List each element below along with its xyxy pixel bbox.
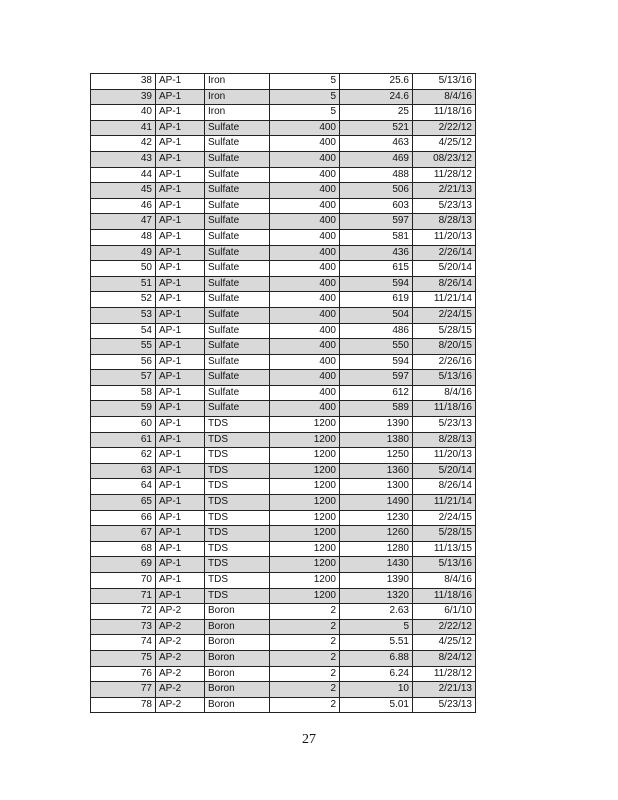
date-cell: 2/21/13 bbox=[413, 183, 476, 199]
result-cell: 1390 bbox=[340, 573, 413, 589]
parameter-cell: Iron bbox=[205, 105, 270, 121]
table-row bbox=[91, 183, 476, 199]
parameter-cell: TDS bbox=[205, 495, 270, 511]
row-number-cell: 45 bbox=[91, 183, 156, 199]
limit-cell: 2 bbox=[270, 604, 340, 620]
limit-cell: 2 bbox=[270, 697, 340, 713]
parameter-cell: TDS bbox=[205, 448, 270, 464]
row-number-cell: 54 bbox=[91, 323, 156, 339]
date-cell: 5/28/15 bbox=[413, 323, 476, 339]
table-row bbox=[91, 120, 476, 136]
parameter-cell: Iron bbox=[205, 74, 270, 90]
table-row bbox=[91, 292, 476, 308]
well-id-cell: AP-1 bbox=[156, 448, 205, 464]
well-id-cell: AP-1 bbox=[156, 323, 205, 339]
limit-cell: 400 bbox=[270, 292, 340, 308]
parameter-cell: Sulfate bbox=[205, 214, 270, 230]
date-cell: 6/1/10 bbox=[413, 604, 476, 620]
parameter-cell: Boron bbox=[205, 697, 270, 713]
date-cell: 5/13/16 bbox=[413, 370, 476, 386]
result-cell: 463 bbox=[340, 136, 413, 152]
table-row bbox=[91, 604, 476, 620]
row-number-cell: 71 bbox=[91, 588, 156, 604]
well-id-cell: AP-1 bbox=[156, 229, 205, 245]
row-number-cell: 77 bbox=[91, 682, 156, 698]
parameter-cell: Sulfate bbox=[205, 120, 270, 136]
row-number-cell: 57 bbox=[91, 370, 156, 386]
date-cell: 5/28/15 bbox=[413, 526, 476, 542]
limit-cell: 400 bbox=[270, 167, 340, 183]
parameter-cell: Sulfate bbox=[205, 307, 270, 323]
limit-cell: 400 bbox=[270, 261, 340, 277]
row-number-cell: 76 bbox=[91, 666, 156, 682]
result-cell: 594 bbox=[340, 276, 413, 292]
row-number-cell: 48 bbox=[91, 229, 156, 245]
parameter-cell: Sulfate bbox=[205, 354, 270, 370]
table-row bbox=[91, 557, 476, 573]
result-cell: 10 bbox=[340, 682, 413, 698]
table-row bbox=[91, 588, 476, 604]
date-cell: 08/23/12 bbox=[413, 151, 476, 167]
well-id-cell: AP-1 bbox=[156, 463, 205, 479]
well-id-cell: AP-1 bbox=[156, 541, 205, 557]
well-id-cell: AP-1 bbox=[156, 385, 205, 401]
parameter-cell: Sulfate bbox=[205, 229, 270, 245]
table-row bbox=[91, 541, 476, 557]
date-cell: 2/24/15 bbox=[413, 307, 476, 323]
row-number-cell: 53 bbox=[91, 307, 156, 323]
row-number-cell: 46 bbox=[91, 198, 156, 214]
result-cell: 1250 bbox=[340, 448, 413, 464]
well-id-cell: AP-1 bbox=[156, 198, 205, 214]
well-id-cell: AP-1 bbox=[156, 573, 205, 589]
limit-cell: 1200 bbox=[270, 541, 340, 557]
result-cell: 6.24 bbox=[340, 666, 413, 682]
date-cell: 8/4/16 bbox=[413, 385, 476, 401]
well-id-cell: AP-1 bbox=[156, 151, 205, 167]
date-cell: 8/20/15 bbox=[413, 339, 476, 355]
table-row bbox=[91, 479, 476, 495]
well-id-cell: AP-1 bbox=[156, 354, 205, 370]
limit-cell: 2 bbox=[270, 619, 340, 635]
parameter-cell: Sulfate bbox=[205, 136, 270, 152]
parameter-cell: Sulfate bbox=[205, 370, 270, 386]
limit-cell: 5 bbox=[270, 105, 340, 121]
result-cell: 1320 bbox=[340, 588, 413, 604]
parameter-cell: Boron bbox=[205, 604, 270, 620]
date-cell: 11/28/12 bbox=[413, 666, 476, 682]
row-number-cell: 74 bbox=[91, 635, 156, 651]
result-cell: 1430 bbox=[340, 557, 413, 573]
parameter-cell: Sulfate bbox=[205, 183, 270, 199]
table-row bbox=[91, 573, 476, 589]
limit-cell: 1200 bbox=[270, 479, 340, 495]
result-cell: 5.01 bbox=[340, 697, 413, 713]
well-id-cell: AP-2 bbox=[156, 666, 205, 682]
limit-cell: 2 bbox=[270, 650, 340, 666]
table-row bbox=[91, 401, 476, 417]
limit-cell: 400 bbox=[270, 307, 340, 323]
parameter-cell: TDS bbox=[205, 573, 270, 589]
parameter-cell: Sulfate bbox=[205, 245, 270, 261]
limit-cell: 400 bbox=[270, 229, 340, 245]
date-cell: 11/18/16 bbox=[413, 588, 476, 604]
well-id-cell: AP-2 bbox=[156, 697, 205, 713]
row-number-cell: 41 bbox=[91, 120, 156, 136]
limit-cell: 1200 bbox=[270, 573, 340, 589]
row-number-cell: 61 bbox=[91, 432, 156, 448]
parameter-cell: Boron bbox=[205, 635, 270, 651]
row-number-cell: 55 bbox=[91, 339, 156, 355]
well-id-cell: AP-1 bbox=[156, 261, 205, 277]
date-cell: 5/23/13 bbox=[413, 198, 476, 214]
row-number-cell: 47 bbox=[91, 214, 156, 230]
parameter-cell: Boron bbox=[205, 682, 270, 698]
limit-cell: 1200 bbox=[270, 588, 340, 604]
table-row bbox=[91, 682, 476, 698]
row-number-cell: 68 bbox=[91, 541, 156, 557]
date-cell: 11/13/15 bbox=[413, 541, 476, 557]
result-cell: 1280 bbox=[340, 541, 413, 557]
parameter-cell: TDS bbox=[205, 432, 270, 448]
table-row bbox=[91, 307, 476, 323]
limit-cell: 2 bbox=[270, 666, 340, 682]
well-id-cell: AP-1 bbox=[156, 557, 205, 573]
row-number-cell: 59 bbox=[91, 401, 156, 417]
table-row bbox=[91, 151, 476, 167]
well-id-cell: AP-1 bbox=[156, 74, 205, 90]
result-cell: 504 bbox=[340, 307, 413, 323]
table-row bbox=[91, 214, 476, 230]
result-cell: 25.6 bbox=[340, 74, 413, 90]
table-row bbox=[91, 105, 476, 121]
limit-cell: 400 bbox=[270, 370, 340, 386]
result-cell: 550 bbox=[340, 339, 413, 355]
table-row bbox=[91, 261, 476, 277]
date-cell: 5/13/16 bbox=[413, 557, 476, 573]
date-cell: 4/25/12 bbox=[413, 635, 476, 651]
well-id-cell: AP-1 bbox=[156, 307, 205, 323]
date-cell: 11/20/13 bbox=[413, 448, 476, 464]
row-number-cell: 40 bbox=[91, 105, 156, 121]
date-cell: 11/18/16 bbox=[413, 105, 476, 121]
parameter-cell: Sulfate bbox=[205, 167, 270, 183]
well-id-cell: AP-1 bbox=[156, 526, 205, 542]
limit-cell: 2 bbox=[270, 635, 340, 651]
limit-cell: 400 bbox=[270, 136, 340, 152]
result-cell: 5.51 bbox=[340, 635, 413, 651]
result-cell: 1380 bbox=[340, 432, 413, 448]
row-number-cell: 62 bbox=[91, 448, 156, 464]
row-number-cell: 50 bbox=[91, 261, 156, 277]
row-number-cell: 51 bbox=[91, 276, 156, 292]
result-cell: 597 bbox=[340, 214, 413, 230]
limit-cell: 400 bbox=[270, 151, 340, 167]
limit-cell: 1200 bbox=[270, 526, 340, 542]
result-cell: 589 bbox=[340, 401, 413, 417]
limit-cell: 2 bbox=[270, 682, 340, 698]
table-row bbox=[91, 448, 476, 464]
date-cell: 8/24/12 bbox=[413, 650, 476, 666]
table-row bbox=[91, 526, 476, 542]
parameter-cell: Sulfate bbox=[205, 198, 270, 214]
row-number-cell: 43 bbox=[91, 151, 156, 167]
limit-cell: 400 bbox=[270, 276, 340, 292]
table-row bbox=[91, 89, 476, 105]
row-number-cell: 42 bbox=[91, 136, 156, 152]
date-cell: 2/22/12 bbox=[413, 619, 476, 635]
date-cell: 11/20/13 bbox=[413, 229, 476, 245]
limit-cell: 1200 bbox=[270, 557, 340, 573]
limit-cell: 1200 bbox=[270, 448, 340, 464]
table-row bbox=[91, 697, 476, 713]
limit-cell: 5 bbox=[270, 74, 340, 90]
row-number-cell: 38 bbox=[91, 74, 156, 90]
data-table-body bbox=[91, 74, 476, 713]
row-number-cell: 63 bbox=[91, 463, 156, 479]
date-cell: 8/26/14 bbox=[413, 276, 476, 292]
row-number-cell: 78 bbox=[91, 697, 156, 713]
limit-cell: 400 bbox=[270, 339, 340, 355]
result-cell: 25 bbox=[340, 105, 413, 121]
table-row bbox=[91, 167, 476, 183]
well-id-cell: AP-1 bbox=[156, 479, 205, 495]
date-cell: 8/4/16 bbox=[413, 573, 476, 589]
well-id-cell: AP-1 bbox=[156, 588, 205, 604]
parameter-cell: Sulfate bbox=[205, 151, 270, 167]
well-id-cell: AP-2 bbox=[156, 635, 205, 651]
table-row bbox=[91, 385, 476, 401]
row-number-cell: 56 bbox=[91, 354, 156, 370]
row-number-cell: 44 bbox=[91, 167, 156, 183]
row-number-cell: 49 bbox=[91, 245, 156, 261]
table-row bbox=[91, 74, 476, 90]
limit-cell: 5 bbox=[270, 89, 340, 105]
well-id-cell: AP-1 bbox=[156, 120, 205, 136]
date-cell: 5/13/16 bbox=[413, 74, 476, 90]
result-cell: 619 bbox=[340, 292, 413, 308]
date-cell: 5/23/13 bbox=[413, 417, 476, 433]
table-row bbox=[91, 323, 476, 339]
page-number: 27 bbox=[302, 732, 316, 747]
well-id-cell: AP-1 bbox=[156, 245, 205, 261]
limit-cell: 1200 bbox=[270, 417, 340, 433]
parameter-cell: TDS bbox=[205, 463, 270, 479]
table-row bbox=[91, 276, 476, 292]
date-cell: 5/20/14 bbox=[413, 463, 476, 479]
well-id-cell: AP-1 bbox=[156, 417, 205, 433]
well-id-cell: AP-1 bbox=[156, 370, 205, 386]
result-cell: 488 bbox=[340, 167, 413, 183]
limit-cell: 400 bbox=[270, 120, 340, 136]
parameter-cell: TDS bbox=[205, 557, 270, 573]
row-number-cell: 73 bbox=[91, 619, 156, 635]
date-cell: 8/28/13 bbox=[413, 214, 476, 230]
limit-cell: 400 bbox=[270, 183, 340, 199]
parameter-cell: Boron bbox=[205, 666, 270, 682]
table-row bbox=[91, 245, 476, 261]
result-cell: 5 bbox=[340, 619, 413, 635]
result-cell: 612 bbox=[340, 385, 413, 401]
row-number-cell: 69 bbox=[91, 557, 156, 573]
table-row bbox=[91, 510, 476, 526]
result-cell: 1260 bbox=[340, 526, 413, 542]
parameter-cell: Sulfate bbox=[205, 339, 270, 355]
well-id-cell: AP-1 bbox=[156, 292, 205, 308]
result-cell: 615 bbox=[340, 261, 413, 277]
table-row bbox=[91, 666, 476, 682]
date-cell: 2/26/16 bbox=[413, 354, 476, 370]
result-cell: 603 bbox=[340, 198, 413, 214]
table-row bbox=[91, 229, 476, 245]
limit-cell: 1200 bbox=[270, 463, 340, 479]
parameter-cell: TDS bbox=[205, 510, 270, 526]
row-number-cell: 72 bbox=[91, 604, 156, 620]
result-cell: 521 bbox=[340, 120, 413, 136]
well-id-cell: AP-1 bbox=[156, 510, 205, 526]
date-cell: 11/18/16 bbox=[413, 401, 476, 417]
parameter-cell: Sulfate bbox=[205, 292, 270, 308]
date-cell: 2/22/12 bbox=[413, 120, 476, 136]
limit-cell: 400 bbox=[270, 323, 340, 339]
table-row bbox=[91, 432, 476, 448]
date-cell: 2/26/14 bbox=[413, 245, 476, 261]
well-id-cell: AP-1 bbox=[156, 276, 205, 292]
well-id-cell: AP-1 bbox=[156, 214, 205, 230]
parameter-cell: Sulfate bbox=[205, 385, 270, 401]
limit-cell: 1200 bbox=[270, 495, 340, 511]
parameter-cell: TDS bbox=[205, 588, 270, 604]
parameter-cell: TDS bbox=[205, 417, 270, 433]
date-cell: 11/21/14 bbox=[413, 292, 476, 308]
parameter-cell: Sulfate bbox=[205, 323, 270, 339]
well-id-cell: AP-2 bbox=[156, 619, 205, 635]
table-row bbox=[91, 495, 476, 511]
limit-cell: 400 bbox=[270, 385, 340, 401]
result-cell: 6.88 bbox=[340, 650, 413, 666]
row-number-cell: 64 bbox=[91, 479, 156, 495]
well-id-cell: AP-1 bbox=[156, 183, 205, 199]
result-cell: 581 bbox=[340, 229, 413, 245]
well-id-cell: AP-1 bbox=[156, 167, 205, 183]
result-cell: 1360 bbox=[340, 463, 413, 479]
date-cell: 2/24/15 bbox=[413, 510, 476, 526]
result-cell: 486 bbox=[340, 323, 413, 339]
date-cell: 11/21/14 bbox=[413, 495, 476, 511]
row-number-cell: 70 bbox=[91, 573, 156, 589]
table-row bbox=[91, 635, 476, 651]
well-id-cell: AP-1 bbox=[156, 136, 205, 152]
parameter-cell: Boron bbox=[205, 650, 270, 666]
well-id-cell: AP-1 bbox=[156, 432, 205, 448]
limit-cell: 400 bbox=[270, 214, 340, 230]
result-cell: 1490 bbox=[340, 495, 413, 511]
row-number-cell: 39 bbox=[91, 89, 156, 105]
well-id-cell: AP-1 bbox=[156, 495, 205, 511]
well-id-cell: AP-2 bbox=[156, 682, 205, 698]
limit-cell: 1200 bbox=[270, 432, 340, 448]
result-cell: 1230 bbox=[340, 510, 413, 526]
row-number-cell: 66 bbox=[91, 510, 156, 526]
limit-cell: 400 bbox=[270, 354, 340, 370]
limit-cell: 400 bbox=[270, 245, 340, 261]
parameter-cell: Sulfate bbox=[205, 401, 270, 417]
limit-cell: 400 bbox=[270, 198, 340, 214]
date-cell: 8/26/14 bbox=[413, 479, 476, 495]
date-cell: 4/25/12 bbox=[413, 136, 476, 152]
table-row bbox=[91, 417, 476, 433]
limit-cell: 1200 bbox=[270, 510, 340, 526]
well-id-cell: AP-2 bbox=[156, 604, 205, 620]
result-cell: 594 bbox=[340, 354, 413, 370]
date-cell: 8/28/13 bbox=[413, 432, 476, 448]
well-id-cell: AP-1 bbox=[156, 89, 205, 105]
row-number-cell: 67 bbox=[91, 526, 156, 542]
table-row bbox=[91, 339, 476, 355]
parameter-cell: Iron bbox=[205, 89, 270, 105]
row-number-cell: 58 bbox=[91, 385, 156, 401]
well-id-cell: AP-1 bbox=[156, 105, 205, 121]
table-row bbox=[91, 650, 476, 666]
table-row bbox=[91, 463, 476, 479]
row-number-cell: 52 bbox=[91, 292, 156, 308]
parameter-cell: TDS bbox=[205, 526, 270, 542]
well-id-cell: AP-1 bbox=[156, 401, 205, 417]
limit-cell: 400 bbox=[270, 401, 340, 417]
parameter-cell: Sulfate bbox=[205, 261, 270, 277]
result-cell: 24.6 bbox=[340, 89, 413, 105]
table-row bbox=[91, 198, 476, 214]
parameter-cell: TDS bbox=[205, 479, 270, 495]
date-cell: 2/21/13 bbox=[413, 682, 476, 698]
date-cell: 8/4/16 bbox=[413, 89, 476, 105]
parameter-cell: Sulfate bbox=[205, 276, 270, 292]
table-row bbox=[91, 354, 476, 370]
result-cell: 2.63 bbox=[340, 604, 413, 620]
date-cell: 11/28/12 bbox=[413, 167, 476, 183]
table-row bbox=[91, 619, 476, 635]
well-id-cell: AP-1 bbox=[156, 339, 205, 355]
result-cell: 469 bbox=[340, 151, 413, 167]
row-number-cell: 60 bbox=[91, 417, 156, 433]
result-cell: 1390 bbox=[340, 417, 413, 433]
date-cell: 5/23/13 bbox=[413, 697, 476, 713]
result-cell: 597 bbox=[340, 370, 413, 386]
well-id-cell: AP-2 bbox=[156, 650, 205, 666]
result-cell: 436 bbox=[340, 245, 413, 261]
result-cell: 506 bbox=[340, 183, 413, 199]
result-cell: 1300 bbox=[340, 479, 413, 495]
table-row bbox=[91, 136, 476, 152]
parameter-cell: TDS bbox=[205, 541, 270, 557]
table-row bbox=[91, 370, 476, 386]
data-table bbox=[90, 73, 476, 713]
row-number-cell: 65 bbox=[91, 495, 156, 511]
row-number-cell: 75 bbox=[91, 650, 156, 666]
parameter-cell: Boron bbox=[205, 619, 270, 635]
date-cell: 5/20/14 bbox=[413, 261, 476, 277]
